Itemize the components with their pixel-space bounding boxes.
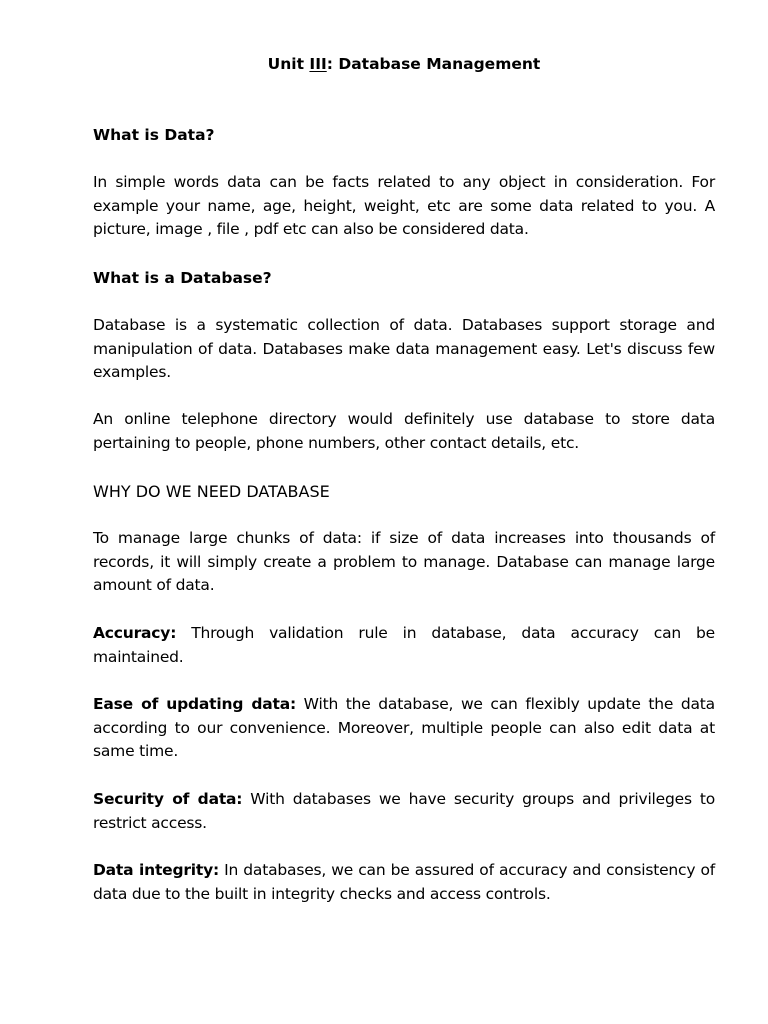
label-accuracy: Accuracy: (93, 624, 177, 642)
heading-why-need-database: WHY DO WE NEED DATABASE (93, 482, 330, 501)
title-prefix: Unit (267, 55, 310, 73)
title-suffix: : Database Management (326, 55, 541, 73)
text-data-integrity: In databases, we can be assured of accuracy and consistency of data due to the built in integrity checks and access controls. (93, 861, 716, 903)
paragraph-database-example: An online telephone directory would definitely use database to store data pertaining to people, phone numbers, other contact details, etc. (93, 410, 715, 452)
paragraph-security (93, 788, 715, 835)
paragraph-data-integrity (93, 859, 715, 906)
heading-what-is-database: What is a Database? (93, 269, 272, 287)
label-data-integrity: Data integrity: (93, 861, 220, 879)
title-unit-number: III (309, 55, 327, 73)
label-ease-of-updating: Ease of updating data: (93, 695, 296, 713)
label-security: Security of data: (93, 790, 243, 808)
text-ease-of-updating: With the database, we can flexibly update the data according to our convenience. Moreover, multiple people can also edit data at same time. (93, 695, 715, 761)
paragraph-database-definition: Database is a systematic collection of data. Databases support storage and manipulation of data. Databases make data management easy. Let's discuss few examples. (93, 316, 715, 382)
text-security: With databases we have security groups and privileges to restrict access. (93, 790, 715, 832)
heading-what-is-data: What is Data? (93, 126, 215, 144)
paragraph-what-is-data: In simple words data can be facts related to any object in consideration. For example your name, age, height, weight, etc are some data related to you. A picture, image , file , pdf etc can also be considered data. (93, 173, 715, 239)
paragraph-accuracy (93, 622, 715, 669)
paragraph-large-data: To manage large chunks of data: if size of data increases into thousands of records, it will simply create a problem to manage. Database can manage large amount of data. (93, 529, 715, 595)
text-accuracy: Through validation rule in database, data accuracy can be maintained. (93, 624, 715, 666)
paragraph-ease-of-updating (93, 693, 715, 764)
page-title (93, 53, 715, 76)
